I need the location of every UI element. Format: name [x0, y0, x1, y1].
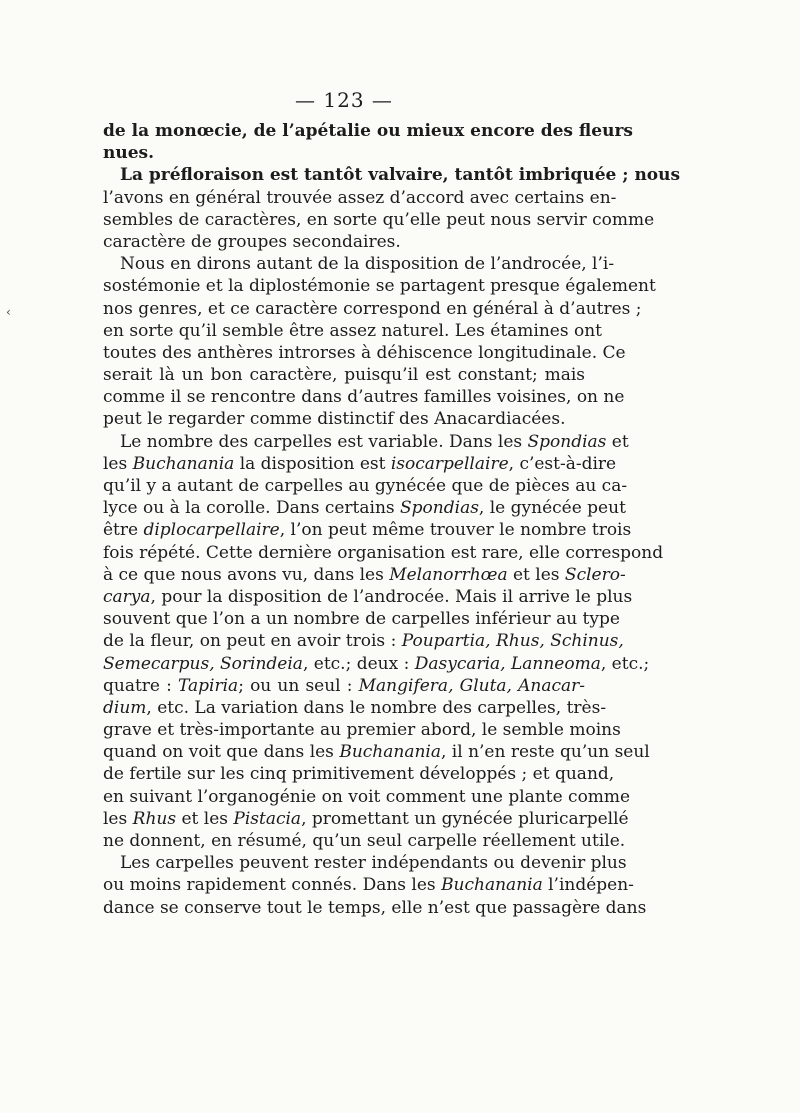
italic-taxon: Pistacia: [233, 808, 302, 829]
text-line: [103, 786, 631, 808]
text-line: [103, 608, 620, 630]
italic-taxon: Sclero-: [564, 564, 626, 585]
italic-taxon: Melanorrhœa: [389, 564, 508, 585]
italic-taxon: Buchanania: [339, 742, 441, 763]
text-run: ; ou un seul :: [238, 675, 359, 696]
text-run: et les: [176, 808, 234, 829]
italic-taxon: Dasycaria, Lanneoma: [414, 653, 601, 674]
text-run: lyce ou à la corolle. Dans certains: [103, 498, 401, 519]
italic-taxon: Buchanania: [132, 453, 235, 474]
text-line: [103, 542, 664, 564]
text-run: quatre :: [103, 675, 179, 696]
text-run: les: [103, 453, 133, 474]
text-run: Le nombre des carpelles est variable. Dans les: [120, 431, 528, 452]
text-run: La préfloraison est tantôt valvaire, tantôt imbriquée ; nous: [120, 165, 681, 186]
text-line: [103, 564, 626, 586]
text-run: de la fleur, on peut en avoir trois :: [103, 631, 402, 652]
text-line: [103, 431, 629, 453]
text-line: [103, 874, 634, 896]
text-run: peut le regarder comme distinctif des Anacardiacées.: [103, 409, 566, 430]
text-line: [103, 741, 650, 763]
text-run: nues.: [103, 143, 155, 164]
text-run: toutes des anthères introrses à déhiscence longitudinale. Ce: [103, 342, 626, 363]
text-line: [103, 275, 656, 297]
italic-taxon: carya: [103, 586, 151, 607]
text-line: [103, 675, 585, 697]
text-run: l’indépen-: [542, 875, 634, 896]
text-run: , etc.;: [600, 653, 650, 674]
text-line: [103, 630, 624, 652]
italic-taxon: Poupartia, Rhus, Schinus,: [401, 631, 624, 652]
text-run: et: [606, 431, 629, 452]
page-number: — 123 —: [295, 88, 393, 112]
text-run: quand on voit que dans les: [103, 742, 340, 763]
italic-taxon: Mangifera, Gluta, Anacar-: [358, 675, 585, 696]
text-run: dance se conserve tout le temps, elle n’est que passagère dans: [103, 897, 647, 918]
text-run: , promettant un gynécée pluricarpellé: [301, 808, 629, 829]
text-run: l’avons en général trouvée assez d’accord avec certains en-: [103, 187, 617, 208]
page-body: [103, 88, 681, 919]
text-run: , il n’en reste qu’un seul: [440, 742, 650, 763]
text-run: ne donnent, en résumé, qu’un seul carpelle réellement utile.: [103, 831, 626, 851]
text-run: , etc. La variation dans le nombre des carpelles, très-: [146, 697, 607, 718]
text-line: [103, 142, 585, 164]
text-line: [103, 342, 626, 364]
text-line: [103, 231, 585, 253]
text-line: [103, 187, 617, 209]
text-line: [103, 830, 626, 852]
text-run: sembles de caractères, en sorte qu’elle peut nous servir comme: [103, 209, 655, 230]
text-run: Les carpelles peuvent rester indépendants ou devenir plus: [120, 853, 627, 874]
italic-taxon: isocarpellaire: [390, 453, 509, 474]
text-run: , etc.; deux :: [302, 653, 415, 674]
italic-taxon: Tapiria: [178, 675, 239, 696]
text-run: , c’est-à-dire: [508, 453, 617, 474]
text-line: [103, 386, 625, 408]
text-line: [103, 475, 628, 497]
text-run: sostémonie et la diplostémonie se partagent presque également: [103, 276, 656, 297]
text-line: [103, 808, 629, 830]
text-run: grave et très-importante au premier abord, le semble moins: [103, 720, 621, 741]
text-line: [103, 763, 615, 785]
text-run: et les: [507, 564, 565, 585]
text-line: [103, 298, 642, 320]
text-line: [103, 897, 647, 919]
text-run: souvent que l’on a un nombre de carpelles inférieur au type: [103, 609, 620, 630]
text-run: , pour la disposition de l’androcée. Mais il arrive le plus: [150, 586, 633, 607]
text-line: [103, 697, 607, 719]
text-line: [103, 164, 681, 186]
text-run: comme il se rencontre dans d’autres familles voisines, on ne: [103, 387, 625, 408]
text-run: caractère de groupes secondaires.: [103, 231, 401, 252]
text-line: [103, 852, 627, 874]
text-run: de la monœcie, de l’apétalie ou mieux encore des fleurs: [103, 121, 633, 141]
text-line: [103, 719, 621, 741]
text-run: être: [103, 520, 144, 541]
text-line: [103, 209, 655, 231]
margin-mark: ‹: [6, 305, 11, 319]
text-run: les: [103, 808, 133, 829]
text-run: en sorte qu’il semble être assez naturel. Les étamines ont: [103, 320, 602, 341]
text-run: fois répété. Cette dernière organisation est rare, elle correspond: [103, 542, 664, 563]
text-line: [103, 120, 633, 142]
text-run: à ce que nous avons vu, dans les: [103, 564, 390, 585]
italic-taxon: dium: [103, 697, 147, 718]
text-run: , le gynécée peut: [478, 498, 626, 519]
text-run: serait là un bon caractère, puisqu’il est constant; mais: [103, 365, 585, 386]
body-text: [103, 120, 681, 919]
text-line: [103, 253, 615, 275]
italic-taxon: Spondias: [400, 498, 479, 519]
text-run: en suivant l’organogénie on voit comment une plante comme: [103, 786, 631, 807]
text-run: qu’il y a autant de carpelles au gynécée que de pièces au ca-: [103, 476, 628, 496]
text-run: ou moins rapidement connés. Dans les: [103, 875, 442, 896]
text-run: nos genres, et ce caractère correspond en général à d’autres ;: [103, 298, 642, 319]
italic-taxon: diplocarpellaire: [143, 520, 280, 541]
text-line: [103, 453, 617, 475]
text-line: [103, 586, 633, 608]
italic-taxon: Rhus: [132, 808, 177, 829]
italic-taxon: Buchanania: [441, 875, 543, 896]
text-line: [103, 364, 585, 386]
italic-taxon: Semecarpus, Sorindeia: [103, 653, 303, 674]
text-run: de fertile sur les cinq primitivement développés ; et quand,: [103, 764, 615, 785]
text-run: Nous en dirons autant de la disposition de l’androcée, l’i-: [120, 254, 615, 275]
text-line: [103, 519, 632, 541]
text-run: la disposition est: [234, 453, 391, 474]
italic-taxon: Spondias: [527, 431, 607, 452]
text-line: [103, 497, 626, 519]
text-run: , l’on peut même trouver le nombre trois: [279, 520, 632, 541]
text-line: [103, 408, 585, 430]
text-line: [103, 320, 602, 342]
text-line: [103, 653, 650, 675]
